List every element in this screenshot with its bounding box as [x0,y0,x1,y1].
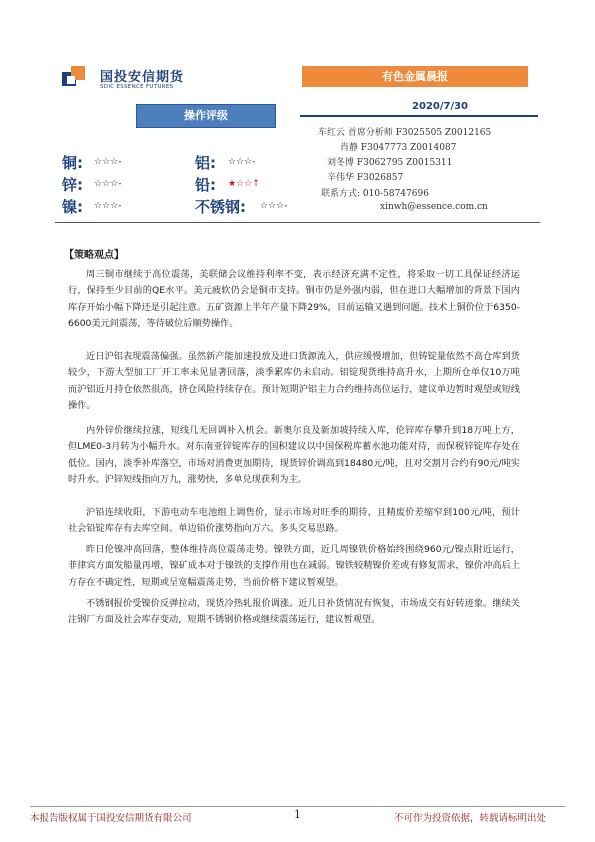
analyst-line: 车红云 首席分析师 F3025505 Z0012165 [318,128,492,138]
rating-title: 操作评级 [136,104,276,128]
company-name-en: SDIC ESSENCE FUTURES [100,84,174,90]
rating-metal-aluminum: 铝: [195,154,216,172]
analyst-line: 辛伟华 F3026857 [327,173,404,183]
rating-stars-lead [228,179,260,189]
footer-divider [30,806,565,807]
rating-stars-lead-empty: ☆☆ [236,179,253,189]
rating-stars-stainless: ☆☆☆- [260,201,288,211]
arrow-up-icon: ↑ [252,179,260,189]
rating-metal-lead: 铅: [195,176,216,194]
footer-copyright: 本报告版权属于国投安信期货有限公司 [30,813,192,824]
paragraph-lead: 沪铅连续收阳，下游电动车电池组上调售价，显示市场对旺季的期待，且精废价差缩窄到100元/吨，预计社会铅锭库存有去库空间。单边铅价涨势指向万六。多头交易思路。 [68,507,520,535]
contact-email[interactable]: xinwh@essence.com.cn [380,202,488,212]
company-logo-icon [62,66,92,92]
page-number: 1 [294,808,301,821]
rating-metal-stainless: 不锈钢: [195,198,246,216]
rating-metal-nickel: 镍: [62,198,83,216]
report-date: 2020/7/30 [412,101,469,112]
company-name-cn: 国投安信期货 [100,70,185,85]
paragraph-nickel: 昨日伦镍冲高回落，整体维持高位震荡走势。镍铁方面，近几周镍铁价格始终围绕960元/镍点附近运行，菲律宾方面发船量再增，镍矿成本对于镍铁的支撑作用也在减弱。镍铁较精镍价差或有修复需求，镍价冲高后上方存在不确定性，短期或呈宽幅震荡走势，当前价格下建议暂观望。 [68,544,520,588]
rating-metal-copper: 铜: [62,154,83,172]
paragraph-aluminum: 近日沪铝表现震荡偏强。虽然新产能加速投放及进口货源流入，供应缓慢增加，但铸锭量依然不高仓库到货较少，下游大型加工厂开工率未见显著回落，淡季累库仍未启动。铝锭现货维持高升水，上期所仓单仅10万吨而沪铝近月持仓依然很高，挤仓风险持续存在。预计短期沪铝主力合约维持高位运行，建议单边暂时观望或短线操作。 [68,351,520,411]
paragraph-stainless: 不锈钢报价受镍价反弹拉动，现货冷热轧报价调涨。近几日补货情况有恢复，市场成交有好转迹象。继续关注钢厂方面及社会库存变动，短期不锈钢价格或继续震荡运行，建议暂观望。 [68,598,520,626]
rating-stars-lead-filled: ★ [228,179,237,189]
report-title-banner: 有色金属晨报 [302,66,528,87]
section-divider [55,222,540,223]
header-rule [300,115,538,117]
paragraph-copper: 周三铜市继续于高位震荡，美联储会议维持利率不变，表示经济充满不定性，将采取一切工具保证经济运行，保持至少目前的QE水平。美元疲软仍会是铜市支持。铜市仍是外强内弱，但在进口大幅增加的背景下国内库存开始小幅下降还是引起注意。五矿资源上半年产量下降29%，目前运输又遇到问题。技术上铜价位于6350-6600美元间震荡，等待破位后顺势操作。 [68,269,520,329]
rating-metal-zinc: 锌: [62,176,83,194]
rating-stars-aluminum: ☆☆☆- [228,157,256,167]
analyst-line: 刘冬博 F3062795 Z0015311 [327,158,453,168]
section-title: 【策略观点】 [64,250,124,261]
analyst-line: 肖静 F3047773 Z0014087 [340,143,457,153]
rating-stars-zinc: ☆☆☆- [94,179,122,189]
footer-disclaimer: 不可作为投资依据，转载请标明出处 [394,813,547,824]
rating-stars-nickel: ☆☆☆- [94,201,122,211]
contact-phone: 联系方式: 010-58747696 [321,189,429,199]
rating-stars-copper: ☆☆☆- [94,157,122,167]
paragraph-zinc: 内外锌价继续拉涨，短线几无回调补入机会。新奥尔良及新加坡持续入库，伦锌库存攀升到18万吨上方，但LME0-3月转为小幅升水。对东南亚锌锭库存的国积建议以中国保税库蓄水池功能对待，而保税锌锭库存处在低位。国内，淡季补库落空，市场对消费更加期待，现货锌价调高到18480元/吨，且对交割月合约有90元/吨实时升水。沪锌短线指向万九，涨势快，多单兑现获利为主。 [68,425,520,485]
